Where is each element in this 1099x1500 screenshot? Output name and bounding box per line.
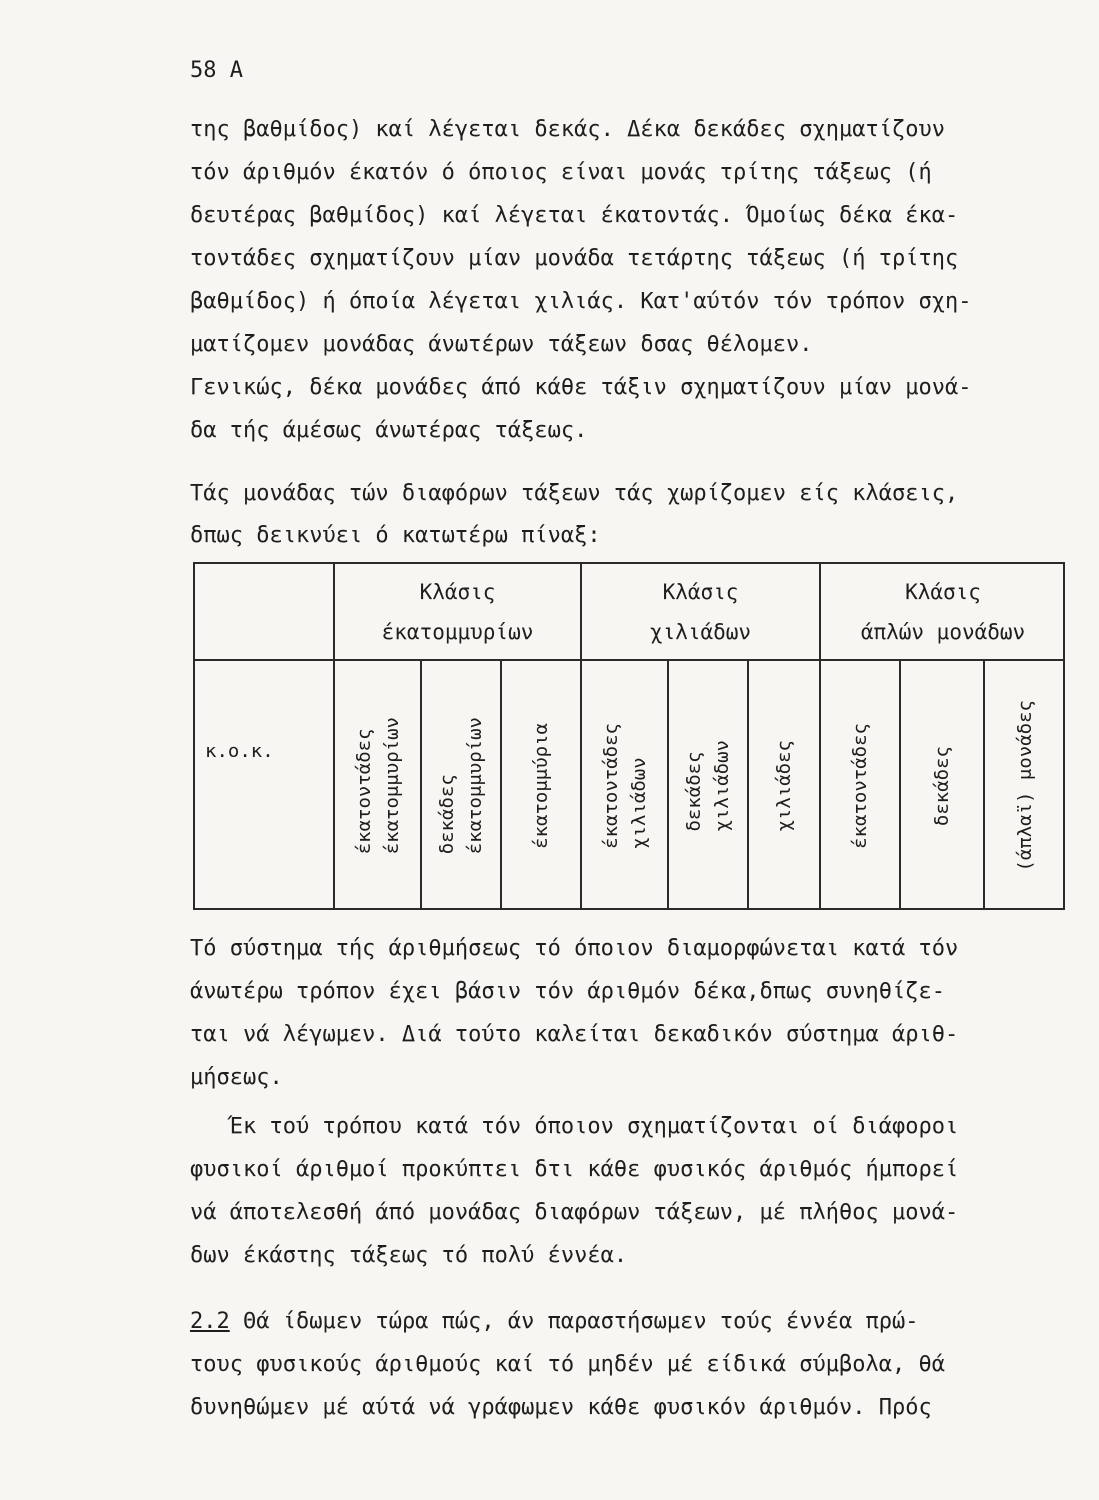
paragraph-table-intro bbox=[190, 473, 1075, 557]
text-line: της βαθμίδος) καί λέγεται δεκάς. Δέκα δεκάδες σχηματίζουν bbox=[190, 117, 945, 142]
text-line: δυνηθώμεν μέ αύτά νά γράφωμεν κάθε φυσικόν άριθμόν. Πρός bbox=[190, 1395, 932, 1420]
column-label: δεκάδες bbox=[436, 774, 458, 855]
text-line: Τό σύστημα τής άριθμήσεως τό όποιον διαμορφώνεται κατά τόν bbox=[190, 936, 959, 961]
column-label: χιλιάδων bbox=[627, 757, 650, 849]
header-label: άπλών μονάδων bbox=[860, 619, 1026, 644]
header-label: Κλάσις bbox=[419, 579, 496, 604]
column-label: δεκάδες bbox=[683, 751, 705, 832]
column-label: έκατοντάδες bbox=[599, 723, 622, 849]
column-millions bbox=[502, 664, 580, 908]
column-label: έκατοντάδες bbox=[849, 723, 871, 849]
text-line: τόν άριθμόν έκατόν ό όποιος είναι μονάς τρίτης τάξεως (ή bbox=[190, 160, 932, 185]
header-label: Κλάσις bbox=[905, 579, 981, 604]
text-line: νά άποτελεσθή άπό μονάδας διαφόρων τάξεων, μέ πλήθος μονά- bbox=[190, 1200, 959, 1225]
paragraph-decimal-system bbox=[190, 927, 1075, 1099]
text-line: φυσικοί άριθμοί προκύπτει δτι κάθε φυσικός άριθμός ήμπορεί bbox=[190, 1157, 959, 1182]
page-number: 58 A bbox=[190, 58, 243, 83]
column-label: έκατομμυρίων bbox=[380, 717, 403, 855]
paragraph-classes-of-units bbox=[190, 108, 1075, 452]
column-hundreds-millions bbox=[335, 664, 420, 908]
text-line: δευτέρας βαθμίδος) καί λέγεται έκατοντάς. Όμοίως δέκα έκα- bbox=[190, 203, 959, 228]
header-label: έκατομμυρίων bbox=[381, 619, 534, 644]
text-line: τους φυσικούς άριθμούς καί τό μηδέν μέ είδικά σύμβολα, θά bbox=[190, 1352, 945, 1377]
text-line bbox=[190, 1300, 1075, 1343]
text-line: δων έκάστης τάξεως τό πολύ έννέα. bbox=[190, 1243, 628, 1268]
text-line: ματίζομεν μονάδας άνωτέρων τάξεων δσας θέλομεν. bbox=[190, 332, 813, 357]
paragraph-section-2-2 bbox=[190, 1300, 1075, 1429]
text-line-content: Θά ίδωμεν τώρα πώς, άν παραστήσωμεν τούς έννέα πρώ- bbox=[243, 1309, 919, 1334]
header-class-simple-units bbox=[821, 564, 1065, 659]
text-line: τοντάδες σχηματίζουν μίαν μονάδα τετάρτης τάξεως (ή τρίτης bbox=[190, 246, 959, 271]
text-line: άνωτέρω τρόπον έχει βάσιν τόν άριθμόν δέκα,δπως συνηθίζε- bbox=[190, 979, 945, 1004]
header-class-thousands bbox=[582, 564, 819, 659]
text-line: μήσεως. bbox=[190, 1065, 283, 1090]
place-value-table bbox=[193, 562, 1065, 910]
column-hundreds-thousands bbox=[582, 664, 667, 908]
column-label: έκατομμυρίων bbox=[464, 717, 486, 855]
column-label: χιλιάδων bbox=[711, 740, 733, 832]
paragraph-natural-numbers bbox=[190, 1105, 1075, 1277]
header-class-millions bbox=[335, 564, 580, 659]
column-tens-thousands bbox=[669, 664, 747, 908]
section-number: 2.2 bbox=[190, 1309, 230, 1334]
column-tens bbox=[901, 664, 983, 908]
column-label: χιλιάδες bbox=[773, 740, 795, 832]
header-label: Κλάσις bbox=[662, 579, 739, 604]
text-line: Τάς μονάδας τών διαφόρων τάξεων τάς χωρίζομεν είς κλάσεις, bbox=[190, 481, 959, 506]
column-hundreds bbox=[821, 664, 899, 908]
text-line: δα τής άμέσως άνωτέρας τάξεως. bbox=[190, 418, 588, 443]
table-divider bbox=[195, 659, 1063, 661]
column-tens-millions bbox=[422, 664, 500, 908]
column-thousands bbox=[749, 664, 819, 908]
text-line: Γενικώς, δέκα μονάδες άπό κάθε τάξιν σχηματίζουν μίαν μονά- bbox=[190, 375, 972, 400]
etc-cell: κ.ο.κ. bbox=[205, 740, 274, 762]
text-line: ται νά λέγωμεν. Διά τούτο καλείται δεκαδικόν σύστημα άριθ- bbox=[190, 1022, 959, 1047]
text-line: Έκ τού τρόπου κατά τόν όποιον σχηματίζονται οί διάφοροι bbox=[190, 1114, 959, 1139]
text-line: βαθμίδος) ή όποία λέγεται χιλιάς. Κατ'αύτόν τόν τρόπον σχη- bbox=[190, 289, 972, 314]
column-label: δεκάδες bbox=[931, 745, 953, 827]
column-label: έκατομμύρια bbox=[530, 723, 552, 849]
column-label: έκατοντάδες bbox=[352, 728, 375, 855]
column-label: (άπλαϊ) μονάδες bbox=[1014, 700, 1036, 872]
text-line: δπως δεικνύει ό κατωτέρω πίναξ: bbox=[190, 523, 601, 548]
header-label: χιλιάδων bbox=[649, 619, 752, 644]
column-units bbox=[985, 664, 1065, 908]
